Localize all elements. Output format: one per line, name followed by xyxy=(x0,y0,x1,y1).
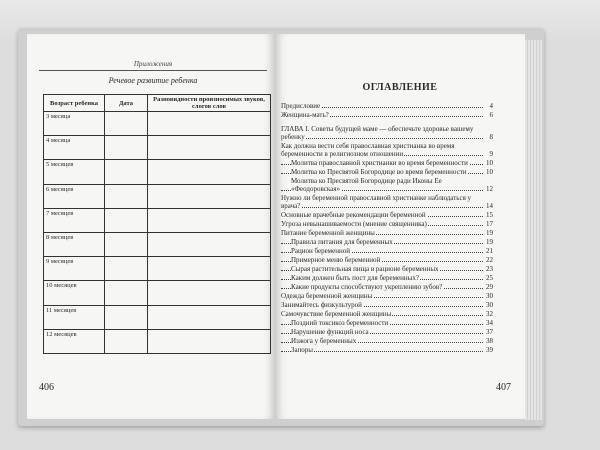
table-row xyxy=(44,184,271,208)
speech-development-table xyxy=(43,94,271,354)
toc-entry xyxy=(281,256,493,264)
sounds-cell xyxy=(148,305,271,329)
sounds-cell xyxy=(148,257,271,281)
toc-entry-title: Как должна вести себя православная христианка во время беременности в религиозном отношении xyxy=(281,142,455,158)
date-cell xyxy=(105,112,148,136)
toc-entry-page: 23 xyxy=(486,265,493,273)
toc-entry-page: 29 xyxy=(486,283,493,291)
header-rule xyxy=(39,70,267,71)
toc-entry xyxy=(281,159,493,167)
toc-entry-title: Какие продукты способствуют укреплению зубов? xyxy=(291,283,443,291)
toc-entry-title: Молитва ко Пресвятой Богородице во время беременности xyxy=(291,168,467,176)
date-cell xyxy=(105,257,148,281)
toc-entry-title: Рацион беременной xyxy=(291,247,350,255)
table-row xyxy=(44,136,271,160)
toc-entry-page: 25 xyxy=(486,274,493,282)
table-title: Речевое развитие ребенка xyxy=(108,76,198,85)
table-row xyxy=(44,160,271,184)
toc-title: ОГЛАВЛЕНИЕ xyxy=(362,82,438,93)
toc-entry-page: 14 xyxy=(486,202,493,210)
toc-entry xyxy=(281,194,493,210)
sounds-cell xyxy=(148,208,271,232)
toc-entry xyxy=(281,238,493,246)
toc-entry-title: Примерное меню беременной xyxy=(291,256,381,264)
table-row xyxy=(44,232,271,256)
toc-entry xyxy=(281,310,493,318)
toc-entry xyxy=(281,111,493,119)
table-row xyxy=(44,329,271,353)
toc-entry xyxy=(281,301,493,309)
date-cell xyxy=(105,305,148,329)
toc-entry-page: 38 xyxy=(486,337,493,345)
toc-entry-title: Правила питания для беременных xyxy=(291,238,393,246)
toc-entry-page: 21 xyxy=(486,247,493,255)
toc-entry xyxy=(281,328,493,336)
table-of-contents xyxy=(281,102,493,355)
toc-entry xyxy=(281,319,493,327)
toc-entry-title: Предисловие xyxy=(281,102,321,110)
age-cell: 6 месяцев xyxy=(44,184,105,208)
toc-entry-page: 22 xyxy=(486,256,493,264)
toc-entry-title: Питание беременной женщины xyxy=(281,229,375,237)
page-number: 407 xyxy=(496,382,511,393)
toc-entry-title: Каким должен быть пост для беременных? xyxy=(291,274,419,282)
toc-entry-title: Запоры xyxy=(291,346,313,354)
date-cell xyxy=(105,329,148,353)
sounds-cell xyxy=(148,281,271,305)
left-page xyxy=(27,34,275,419)
toc-entry xyxy=(281,274,493,282)
toc-entry xyxy=(281,168,493,176)
sounds-cell xyxy=(148,112,271,136)
date-cell xyxy=(105,184,148,208)
running-head: Приложения xyxy=(133,60,173,68)
age-cell: 10 месяцев xyxy=(44,281,105,305)
age-cell: 5 месяцев xyxy=(44,160,105,184)
toc-entry xyxy=(281,125,493,141)
table-row xyxy=(44,305,271,329)
toc-entry xyxy=(281,177,493,193)
age-cell: 3 месяца xyxy=(44,112,105,136)
toc-entry-page: 10 xyxy=(486,159,493,167)
age-cell: 4 месяца xyxy=(44,136,105,160)
date-cell xyxy=(105,160,148,184)
toc-entry-page: 39 xyxy=(486,346,493,354)
age-cell: 12 месяцев xyxy=(44,329,105,353)
toc-entry xyxy=(281,229,493,237)
toc-entry xyxy=(281,265,493,273)
column-header: Возраст ребенка xyxy=(44,95,105,112)
toc-entry-page: 32 xyxy=(486,310,493,318)
table-row xyxy=(44,112,271,136)
toc-entry xyxy=(281,220,493,228)
toc-entry-page: 4 xyxy=(489,102,493,110)
age-cell: 11 месяцев xyxy=(44,305,105,329)
sounds-cell xyxy=(148,184,271,208)
toc-entry-page: 10 xyxy=(486,168,493,176)
toc-entry-page: 17 xyxy=(486,220,493,228)
date-cell xyxy=(105,281,148,305)
age-cell: 8 месяцев xyxy=(44,232,105,256)
toc-entry-title: Самочувствие беременной женщины xyxy=(281,310,392,318)
toc-entry-title: Молитва ко Пресвятой Богородице ради Иконы Ее «Феодоровская» xyxy=(291,177,442,193)
toc-entry-page: 34 xyxy=(486,319,493,327)
toc-entry-page: 12 xyxy=(486,185,493,193)
toc-entry xyxy=(281,102,493,110)
toc-entry-title: Нарушение функций носа xyxy=(291,328,369,336)
toc-entry-page: 8 xyxy=(489,133,493,141)
table-row xyxy=(44,208,271,232)
table-header-row xyxy=(44,95,271,112)
age-cell: 7 месяцев xyxy=(44,208,105,232)
sounds-cell xyxy=(148,136,271,160)
toc-entry xyxy=(281,346,493,354)
toc-entry-title: Занимайтесь физкультурой xyxy=(281,301,362,309)
toc-entry-title: Сырая растительная пища в рационе беременных xyxy=(291,265,439,273)
toc-entry-title: Нужно ли беременной православной христианке наблюдаться у врача? xyxy=(281,194,472,210)
table-row xyxy=(44,257,271,281)
toc-entry xyxy=(281,247,493,255)
sounds-cell xyxy=(148,232,271,256)
toc-entry-title: Молитва православной христианки во время беременности xyxy=(291,159,468,167)
toc-entry xyxy=(281,142,493,158)
date-cell xyxy=(105,232,148,256)
page-edges xyxy=(525,40,543,420)
toc-entry-title: Изжога у беременных xyxy=(291,337,357,345)
right-page xyxy=(275,34,525,419)
toc-entry-title: Одежда беременной женщины xyxy=(281,292,373,300)
column-header: Разновидности произносимых звуков, слогов слов xyxy=(148,95,271,112)
age-cell: 9 месяцев xyxy=(44,257,105,281)
toc-entry-title: Поздний токсикоз беременности xyxy=(291,319,389,327)
toc-entry-page: 19 xyxy=(486,229,493,237)
toc-entry-page: 30 xyxy=(486,292,493,300)
toc-entry xyxy=(281,211,493,219)
toc-entry-page: 37 xyxy=(486,328,493,336)
sounds-cell xyxy=(148,160,271,184)
toc-entry xyxy=(281,337,493,345)
toc-entry xyxy=(281,283,493,291)
toc-entry-page: 30 xyxy=(486,301,493,309)
toc-entry-title: ГЛАВА I. Советы будущей маме — обеспечьте здоровье вашему ребенку xyxy=(281,125,474,141)
toc-entry-title: Женщина-мать? xyxy=(281,111,329,119)
toc-entry-page: 9 xyxy=(489,150,493,158)
toc-entry xyxy=(281,292,493,300)
date-cell xyxy=(105,208,148,232)
toc-entry-page: 15 xyxy=(486,211,493,219)
toc-entry-title: Основные врачебные рекомендации беременной xyxy=(281,211,426,219)
sounds-cell xyxy=(148,329,271,353)
toc-entry-page: 6 xyxy=(489,111,493,119)
table-row xyxy=(44,281,271,305)
date-cell xyxy=(105,136,148,160)
page-number: 406 xyxy=(39,382,54,393)
column-header: Дата xyxy=(105,95,148,112)
toc-entry-page: 19 xyxy=(486,238,493,246)
toc-entry-title: Угроза невынашиваемости (мнение священника) xyxy=(281,220,427,228)
